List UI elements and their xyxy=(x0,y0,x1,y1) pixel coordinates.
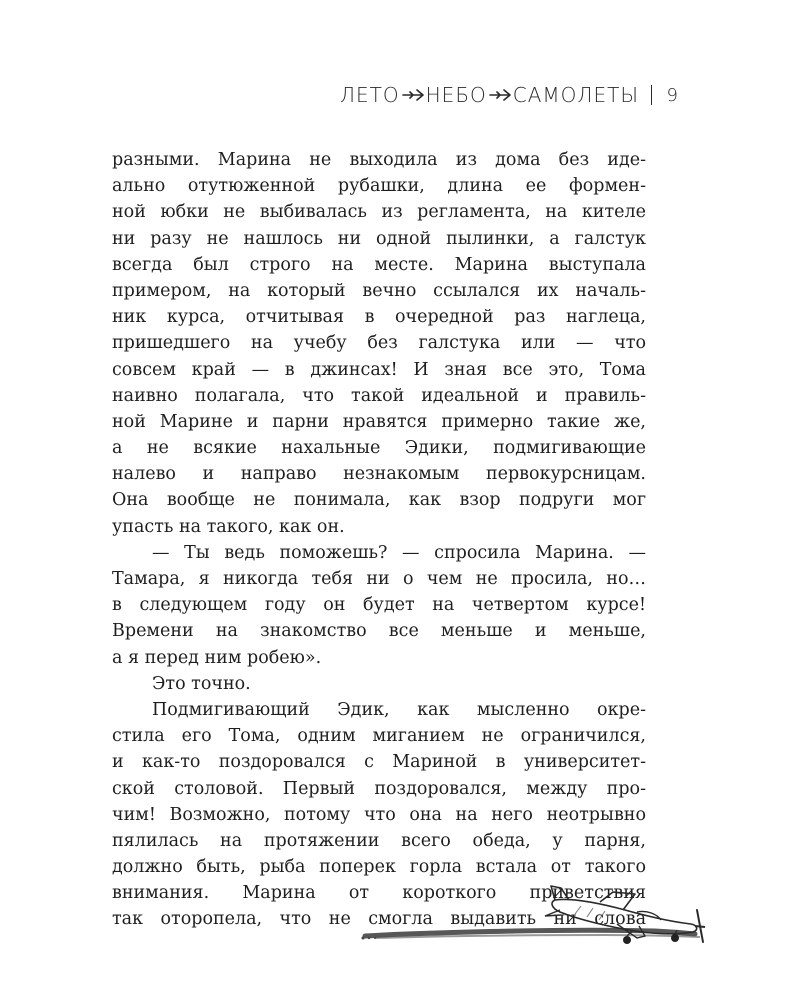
text-line: и как-то поздоровался с Мариной в университет- xyxy=(112,752,646,773)
text-line: — Ты ведь поможешь? — спросила Марина. — xyxy=(152,542,646,563)
text-line: а не всякие нахальные Эдики, подмигивающие xyxy=(112,438,646,459)
airplane-sketch-icon xyxy=(355,880,725,950)
running-head-word-1: ЛЕТО xyxy=(340,83,400,107)
text-line: наивно полагала, что такой идеальной и правиль- xyxy=(112,385,646,406)
running-head-word-3: САМОЛЕТЫ xyxy=(512,83,639,107)
text-line: упасть на такого, как он. xyxy=(112,516,345,537)
text-line: должно быть, рыба поперек горла встала от такого xyxy=(112,857,646,878)
text-line: ни разу не нашлось ни одной пылинки, а галстук xyxy=(112,228,646,249)
text-line: пялилась на протяжении всего обеда, у парня, xyxy=(112,830,646,851)
page-number: 9 xyxy=(666,84,679,106)
text-line: всегда был строго на месте. Марина выступала xyxy=(112,254,646,275)
text-line: ской столовой. Первый поздоровался, между про- xyxy=(112,778,646,799)
text-line: налево и направо незнакомым первокурсницам. xyxy=(112,464,646,485)
text-line: Она вообще не понимала, как взор подруги мог xyxy=(112,490,646,511)
text-line: Подмигивающий Эдик, как мысленно окре- xyxy=(152,699,646,720)
text-line: Времени на знакомство все меньше и меньше, xyxy=(112,621,646,642)
text-line: Тамара, я никогда тебя ни о чем не просила, но… xyxy=(112,569,646,589)
text-line: а я перед ним робею». xyxy=(112,647,322,668)
text-line: ник курса, отчитывая в очередной раз наглеца, xyxy=(112,307,646,328)
plane-separator-icon xyxy=(489,88,511,102)
running-head-word-2: НЕБО xyxy=(425,83,487,107)
text-line: ной юбки не выбивалась из регламента, на кителе xyxy=(112,202,646,223)
body-text xyxy=(112,147,646,933)
text-line: Это точно. xyxy=(152,673,251,694)
running-head-divider xyxy=(651,85,653,105)
text-line: внимания. Марина от короткого приветствия xyxy=(112,883,646,904)
text-line: ально отутюженной рубашки, длина ее формен- xyxy=(112,176,646,197)
text-line: в следующем году он будет на четвертом курсе! xyxy=(112,595,646,616)
plane-separator-icon xyxy=(402,88,424,102)
text-line: стила его Тома, одним миганием не ограничился, xyxy=(112,726,646,747)
text-line: так оторопела, что не смогла выдавить ни слова xyxy=(112,909,646,930)
text-line: разными. Марина не выходила из дома без иде- xyxy=(112,150,646,170)
text-line: совсем край — в джинсах! И зная все это, Тома xyxy=(112,359,646,380)
text-line: ной Марине и парни нравятся примерно такие же, xyxy=(112,411,646,432)
text-line: пришедшего на учебу без галстука или — что xyxy=(112,333,646,354)
text-line: чим! Возможно, потому что она на него неотрывно xyxy=(112,804,646,825)
running-head xyxy=(340,80,700,110)
text-line: примером, на который вечно ссылался их началь- xyxy=(112,280,646,301)
